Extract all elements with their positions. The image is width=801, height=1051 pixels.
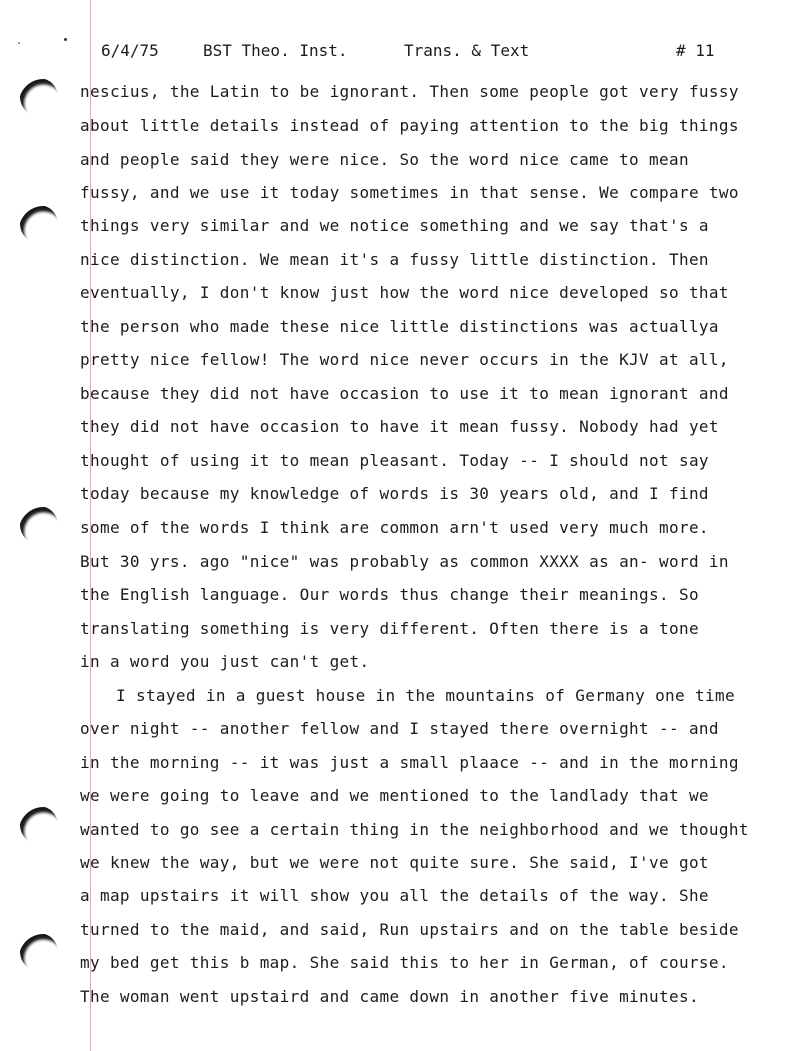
text-line: things very similar and we notice something and we say that's a (80, 216, 709, 235)
text-line: the person who made these nice little distinctions was actuallya (80, 317, 719, 336)
text-line: wanted to go see a certain thing in the neighborhood and we thought (80, 820, 749, 839)
text-line: in a word you just can't get. (80, 652, 370, 671)
text-line: my bed get this b map. She said this to her in German, of course. (80, 953, 729, 972)
text-line: But 30 yrs. ago "nice" was probably as common XXXX as an- word in (80, 552, 729, 571)
text-line: they did not have occasion to have it mean fussy. Nobody had yet (80, 417, 719, 436)
text-line: over night -- another fellow and I stayed there overnight -- and (80, 719, 719, 738)
text-line: nice distinction. We mean it's a fussy little distinction. Then (80, 250, 709, 269)
punch-hole-icon (20, 933, 58, 971)
text-line: turned to the maid, and said, Run upstairs and on the table beside (80, 920, 739, 939)
text-line: pretty nice fellow! The word nice never occurs in the KJV at all, (80, 350, 729, 369)
text-line: some of the words I think are common arn't used very much more. (80, 518, 709, 537)
text-line: today because my knowledge of words is 30 years old, and I find (80, 484, 709, 503)
text-line: and people said they were nice. So the word nice came to mean (80, 150, 689, 169)
text-line: fussy, and we use it today sometimes in that sense. We compare two (80, 183, 739, 202)
text-line: nescius, the Latin to be ignorant. Then some people got very fussy (80, 82, 739, 101)
text-line: I stayed in a guest house in the mountains of Germany one time (116, 686, 735, 705)
punch-hole-icon (20, 205, 58, 243)
text-line: translating something is very different. Often there is a tone (80, 619, 699, 638)
header-section: Trans. & Text (404, 41, 530, 60)
header-date: 6/4/75 (101, 41, 159, 60)
text-line: in the morning -- it was just a small plaace -- and in the morning (80, 753, 739, 772)
page-header (0, 40, 801, 62)
punch-hole-icon (20, 806, 58, 844)
text-line: the English language. Our words thus change their meanings. So (80, 585, 699, 604)
text-line: we knew the way, but we were not quite sure. She said, I've got (80, 853, 709, 872)
text-line: thought of using it to mean pleasant. Today -- I should not say (80, 451, 709, 470)
header-page-number: # 11 (676, 41, 715, 60)
text-line: about little details instead of paying attention to the big things (80, 116, 739, 135)
text-line: a map upstairs it will show you all the details of the way. She (80, 886, 709, 905)
text-line: because they did not have occasion to use it to mean ignorant and (80, 384, 729, 403)
text-line: we were going to leave and we mentioned to the landlady that we (80, 786, 709, 805)
punch-hole-icon (20, 506, 58, 544)
punch-hole-icon (20, 78, 58, 116)
header-course: BST Theo. Inst. (203, 41, 348, 60)
text-line: The woman went upstaird and came down in another five minutes. (80, 987, 699, 1006)
text-line: eventually, I don't know just how the word nice developed so that (80, 283, 729, 302)
